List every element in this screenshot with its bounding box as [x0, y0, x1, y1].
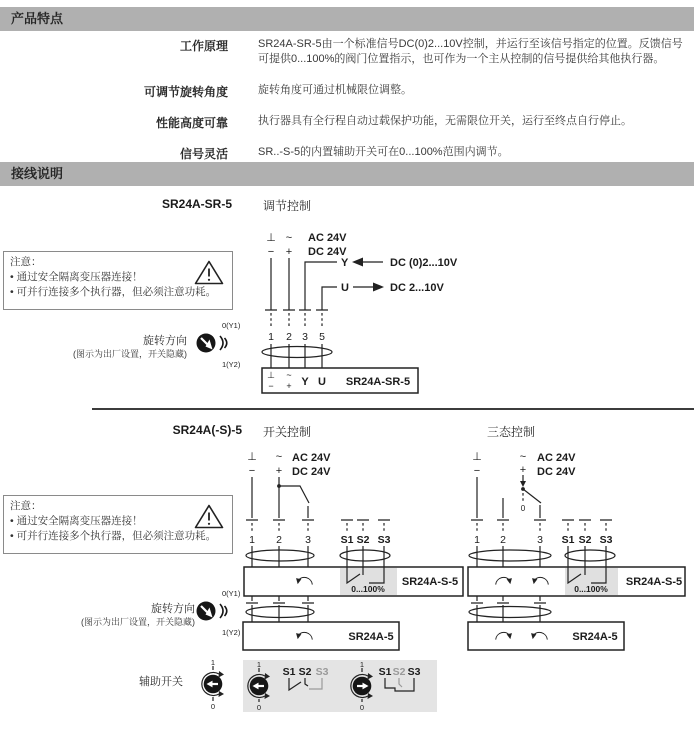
box-plus: +: [286, 381, 292, 391]
terminal-number: 3: [305, 534, 311, 546]
minus-symbol: −: [248, 465, 256, 477]
note-bullet: • 可并行连接多个执行器，但必须注意功耗。: [10, 530, 217, 542]
minus-symbol: −: [267, 246, 275, 258]
section-divider: [92, 408, 694, 410]
box-model-label: SR24A-SR-5: [345, 376, 411, 388]
arrow-right-icon: [373, 283, 384, 292]
feature-label: 工作原理: [179, 39, 228, 53]
ac24v-label: AC 24V: [308, 232, 347, 244]
rotation-direction-label: 旋转方向: [143, 335, 187, 347]
note-bullet: • 通过安全隔离变压器连接！: [10, 515, 143, 527]
gnd-symbol: ⊥: [247, 451, 257, 463]
rotation-direction-subtext: (图示为出厂设置，开关隐藏): [73, 349, 187, 359]
panel-s2: S2: [298, 666, 312, 678]
dashed-leads: [477, 523, 606, 533]
model-heading-sr24a-sr-5: SR24A-SR-5: [161, 197, 232, 211]
wiring-diagram-modulating: [240, 225, 480, 403]
feature-text: 执行器具有全行程自动过载保护功能，无需限位开关，运行至终点自行停止。: [258, 115, 632, 127]
arrow-down-icon: [520, 481, 526, 487]
terminal-s3: S3: [377, 534, 391, 546]
aux-switch-knob-icon: [200, 658, 226, 712]
cable-gland-oval: [469, 607, 551, 618]
note-box: [3, 495, 233, 554]
box-u: U: [318, 376, 326, 388]
mode-heading-switch: 开关控制: [263, 425, 312, 439]
ac-symbol: ~: [519, 451, 527, 463]
model-heading-sr24a-s-5: SR24A(-S)-5: [172, 423, 242, 437]
terminal-leads: [252, 546, 384, 567]
dial-pos-bottom: 1(Y2): [222, 628, 241, 637]
warning-triangle-icon: [194, 503, 224, 530]
section-title: 产品特点: [11, 11, 64, 26]
neutral-zero-label: 0: [520, 504, 526, 513]
terminal-number: 1: [249, 534, 255, 546]
plus-symbol: +: [285, 246, 293, 258]
note-title: 注意：: [10, 500, 42, 512]
minus-symbol: −: [473, 465, 481, 477]
ac-symbol: ~: [285, 232, 293, 244]
range-label: 0...100%: [574, 584, 608, 594]
feature-text: SR..-S-5的内置辅助开关可在0...100%范围内调节。: [258, 146, 509, 158]
panel-s3: S3: [315, 666, 329, 678]
wiring-diagram-tristate: [460, 448, 694, 652]
knob-pos-one: 1: [210, 658, 216, 667]
terminal-s1: S1: [561, 534, 575, 546]
rotation-direction-label: 旋转方向: [151, 603, 195, 615]
u-signal-label: DC 2...10V: [390, 282, 444, 294]
terminal-number: 3: [537, 534, 543, 546]
panel-s1: S1: [378, 666, 392, 678]
ac24v-label: AC 24V: [537, 452, 576, 464]
aux-switch-label: 辅助开关: [139, 676, 183, 688]
cable-gland-oval: [565, 550, 615, 561]
feature-label: 信号灵活: [179, 147, 228, 161]
note-bullet: • 可并行连接多个执行器，但必须注意功耗。: [10, 286, 217, 298]
cable-gland-oval: [246, 550, 314, 561]
box-tilde: ~: [286, 370, 292, 380]
dial-pos-top: 0(Y1): [222, 589, 241, 598]
dashed-leads: [252, 523, 384, 533]
range-label: 0...100%: [351, 584, 385, 594]
gnd-symbol: ⊥: [266, 232, 276, 244]
arrow-left-icon: [352, 258, 363, 267]
section-header-wiring: [0, 162, 694, 186]
box-model-label: SR24A-5: [348, 631, 394, 643]
rotation-dial-icon: [194, 318, 252, 370]
panel-s1: S1: [282, 666, 296, 678]
dc24v-label: DC 24V: [537, 466, 576, 478]
switch-blade: [523, 489, 541, 503]
box-gnd: ⊥: [267, 370, 275, 380]
section-header-product-features: [0, 7, 694, 31]
box-model-label: SR24A-S-5: [625, 576, 683, 588]
rotation-dial-icon: [194, 586, 252, 638]
rotation-direction-subtext: (图示为出厂设置，开关隐藏): [81, 617, 195, 627]
knob-pos-one: 1: [256, 660, 262, 669]
knob-pos-zero: 0: [210, 702, 216, 711]
terminal-s1: S1: [340, 534, 354, 546]
y-terminal-label: Y: [341, 257, 349, 269]
knob-pos-zero: 0: [256, 703, 262, 712]
terminal-number: 2: [286, 331, 292, 343]
cable-gland-oval: [246, 607, 314, 618]
panel-s2: S2: [392, 666, 406, 678]
knob-pos-one: 1: [359, 660, 365, 669]
u-terminal-label: U: [341, 282, 349, 294]
terminal-number: 1: [474, 534, 480, 546]
feature-text: 旋转角度可通过机械限位调整。: [258, 84, 412, 96]
panel-s3: S3: [407, 666, 421, 678]
box-model-label: SR24A-S-5: [401, 576, 459, 588]
aux-switch-settings-panel: [243, 660, 437, 712]
terminal-number: 1: [268, 331, 274, 343]
box-y: Y: [301, 376, 309, 388]
terminal-number: 2: [500, 534, 506, 546]
terminal-leads: [477, 546, 606, 567]
ac-symbol: ~: [275, 451, 283, 463]
terminal-s2: S2: [578, 534, 592, 546]
terminal-s2: S2: [356, 534, 370, 546]
terminal-number: 5: [319, 331, 325, 343]
gnd-symbol: ⊥: [472, 451, 482, 463]
y-signal-label: DC (0)2...10V: [390, 257, 458, 269]
dashed-leads: [271, 313, 322, 327]
note-box: [3, 251, 233, 310]
terminal-number: 3: [302, 331, 308, 343]
box-minus: −: [268, 381, 274, 391]
note-bullet: • 通过安全隔离变压器连接！: [10, 271, 143, 283]
dc24v-label: DC 24V: [308, 246, 347, 258]
terminal-number: 2: [276, 534, 282, 546]
feature-label: 性能高度可靠: [155, 116, 228, 130]
switch-blade: [279, 486, 309, 503]
ac24v-label: AC 24V: [292, 452, 331, 464]
wire-3-y: [305, 262, 337, 310]
knob-pos-zero: 0: [359, 703, 365, 712]
feature-label: 可调节旋转角度: [143, 85, 228, 99]
cable-gland-oval: [469, 550, 551, 561]
dc24v-label: DC 24V: [292, 466, 331, 478]
feature-text: SR24A-SR-5由一个标准信号DC(0)2...10V控制，并运行至该信号指定的位置。反馈信号可提供0...100%的阀门位置指示，也可作为一个主从控制的信号提供给其他执行器。: [258, 38, 683, 65]
section-title: 接线说明: [11, 166, 64, 181]
plus-symbol: +: [519, 464, 527, 476]
terminal-s3: S3: [599, 534, 613, 546]
wiring-diagram-switch: [238, 448, 470, 652]
mode-heading-tristate: 三态控制: [487, 425, 536, 439]
box-model-label: SR24A-5: [572, 631, 618, 643]
note-title: 注意：: [10, 256, 42, 268]
mode-heading-modulating: 调节控制: [263, 199, 312, 213]
plus-symbol: +: [275, 465, 283, 477]
dial-pos-top: 0(Y1): [222, 321, 241, 330]
dial-pos-bottom: 1(Y2): [222, 360, 241, 369]
wire-5-u: [322, 287, 337, 310]
warning-triangle-icon: [194, 259, 224, 286]
